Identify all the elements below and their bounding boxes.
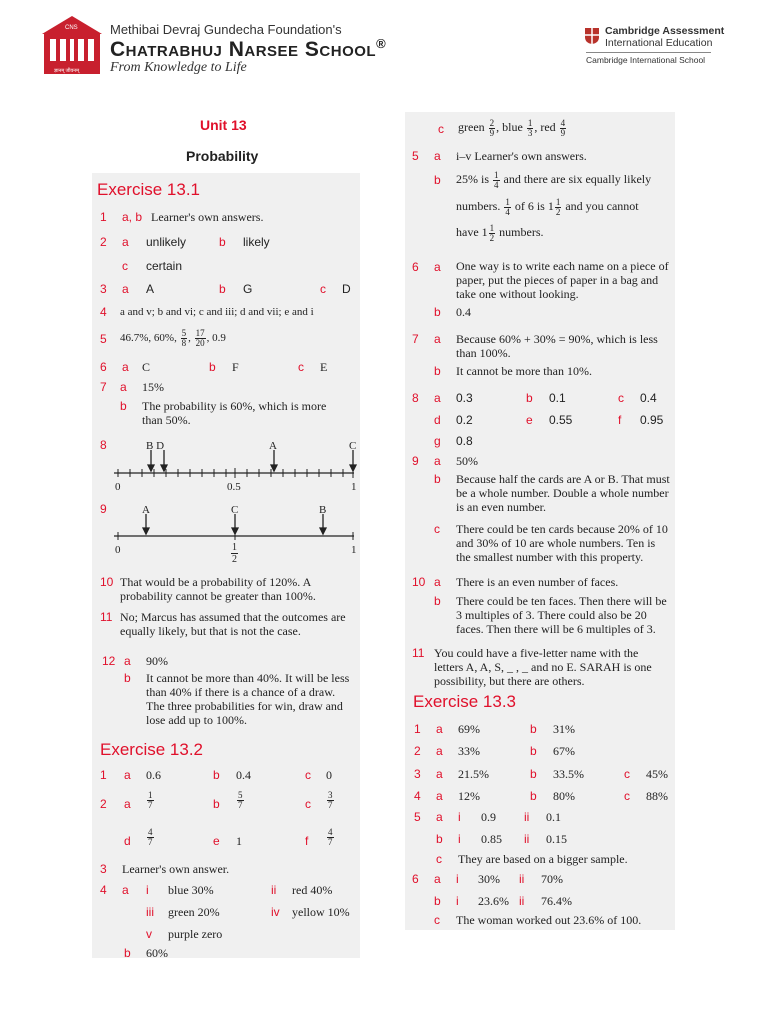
r-q8c-label: c xyxy=(618,391,624,405)
q5-values: 46.7%, 60%, xyxy=(120,332,177,344)
ex3-q3-label: 3 xyxy=(414,767,421,781)
ex3-q5a-label: a xyxy=(436,810,443,824)
ex3-q1a-answer: 69% xyxy=(458,722,480,736)
ex2-q4a-iii-answer: green 20% xyxy=(168,905,220,919)
ex2-q2f-frac: $\frac{4}{7}$ xyxy=(328,827,333,847)
cambridge-line-2: International Education xyxy=(605,37,713,49)
ex3-q6-label: 6 xyxy=(412,872,419,886)
arrows-9 xyxy=(143,514,326,534)
ex3-q5a-ii-answer: 0.1 xyxy=(546,810,561,824)
q1-label: 1 xyxy=(100,210,107,224)
q7b-answer: The probability is 60%, which is more than 50%. xyxy=(142,399,327,427)
ex2-q2b-label: b xyxy=(213,797,220,811)
r-q8a-answer: 0.3 xyxy=(456,391,473,405)
r-q4c-green: green xyxy=(458,120,485,134)
r-q10b-label: b xyxy=(434,594,441,608)
q3b-label: b xyxy=(219,282,226,296)
r-q8f-answer: 0.95 xyxy=(640,413,664,427)
ex3-q6a-i-answer: 30% xyxy=(478,872,500,886)
exercise-13-2-heading: Exercise 13.2 xyxy=(100,740,203,759)
nl8-tick-1: 1 xyxy=(351,481,357,493)
ex2-q3-label: 3 xyxy=(100,862,107,876)
ex3-q6a-label: a xyxy=(434,872,441,886)
r-q8g-answer: 0.8 xyxy=(456,434,473,448)
r-q9b-label: b xyxy=(434,472,441,486)
r-q8e-answer: 0.55 xyxy=(549,413,573,427)
r-q10-label: 10 xyxy=(412,575,426,589)
exercise-13-1-heading: Exercise 13.1 xyxy=(97,180,200,199)
ex3-q3a-answer: 21.5% xyxy=(458,767,489,781)
q9-label: 9 xyxy=(100,502,107,516)
r-q5a-label: a xyxy=(434,149,441,163)
q11-label: 11 xyxy=(100,610,113,624)
q6-label: 6 xyxy=(100,360,107,374)
q3b-answer: G xyxy=(243,282,253,296)
ex3-q6b-i-answer: 23.6% xyxy=(478,894,509,908)
r-q6-label: 6 xyxy=(412,260,419,274)
ex2-q1-label: 1 xyxy=(100,768,107,782)
r-q5b-t6: have 1 xyxy=(456,225,488,239)
r-q9a-answer: 50% xyxy=(456,454,478,468)
ex3-q6c-answer: The woman worked out 23.6% of 100. xyxy=(456,913,642,927)
r-q5-label: 5 xyxy=(412,149,419,163)
ex2-q4a-iv-label: iv xyxy=(271,905,280,919)
q4-answer: a and v; b and vi; c and iii; d and vii; e and i xyxy=(120,306,314,318)
ex3-q5b-label: b xyxy=(436,832,443,846)
ex3-q2b-label: b xyxy=(530,744,537,758)
ex3-q6c-label: c xyxy=(434,913,440,927)
ex2-q2d-frac: $\frac{4}{7}$ xyxy=(148,827,153,847)
ex3-q2a-label: a xyxy=(436,744,443,758)
q6a-answer: C xyxy=(142,360,151,374)
q5-end: , 0.9 xyxy=(206,332,226,344)
ex3-q5a-i-answer: 0.9 xyxy=(481,810,496,824)
ex2-q1a-label: a xyxy=(124,768,131,782)
r-q10b-answer: There could be ten faces. Then there will be 3 multiples of 3. There could also be 20 faces. Then there will be 6 multiples of 3. xyxy=(456,594,667,636)
nl8-label-c: C xyxy=(349,440,357,452)
r-q7-label: 7 xyxy=(412,332,419,346)
r-q5b-t3: numbers. xyxy=(456,199,501,213)
q2c-answer: certain xyxy=(146,259,183,273)
ex2-q1c-label: c xyxy=(305,768,311,782)
r-q10a-label: a xyxy=(434,575,441,589)
q7b-label: b xyxy=(120,399,127,413)
tagline: From Knowledge to Life xyxy=(110,60,247,75)
ex2-q3-answer: Learner's own answer. xyxy=(122,862,230,876)
ex2-q4a-v-answer: purple zero xyxy=(168,927,223,941)
q2b-answer: likely xyxy=(243,235,270,249)
exercise-13-3-heading: Exercise 13.3 xyxy=(413,692,516,711)
r-q5b-frac-quarter: $\frac{1}{4}$ xyxy=(494,169,499,190)
r-q9b-answer: Because half the cards are A or B. That must be a whole number. Double a whole number is an even number. xyxy=(456,472,670,514)
q3c-answer: D xyxy=(342,282,351,296)
q12a-label: a xyxy=(124,654,131,668)
q3a-answer: A xyxy=(146,282,155,296)
r-q9-label: 9 xyxy=(412,454,419,468)
ex3-q4c-label: c xyxy=(624,789,630,803)
q5-frac-five-eighths: $\frac{5}{8}$ xyxy=(181,327,187,348)
ex3-q6b-i-label: i xyxy=(456,894,459,908)
ex3-q2b-answer: 67% xyxy=(553,744,575,758)
ex2-q1a-answer: 0.6 xyxy=(146,768,161,782)
ex2-q4a-iii-label: iii xyxy=(146,905,154,919)
q3a-label: a xyxy=(122,282,129,296)
r-q6a-label: a xyxy=(434,260,441,274)
q10-answer: That would be a probability of 120%. A probability cannot be greater than 100%. xyxy=(120,575,316,603)
r-q5b-line3 xyxy=(456,220,543,244)
r-q9c-answer: There could be ten cards because 20% of 10 and 30% of 10 are whole numbers. Ten is the smallest number with this property. xyxy=(456,522,668,564)
r-q5b-line1 xyxy=(456,167,651,191)
nl9-half-den: 2 xyxy=(232,554,237,565)
r-q8g-label: g xyxy=(434,434,441,448)
ex3-q4b-label: b xyxy=(530,789,537,803)
ex3-q3c-label: c xyxy=(624,767,630,781)
ex2-q4a-i-label: i xyxy=(146,883,149,897)
ex2-q2c-frac: $\frac{3}{7}$ xyxy=(328,790,333,810)
ex2-q2e-label: e xyxy=(213,834,220,848)
r-q11-answer: You could have a five-letter name with the letters A, A, S, _ , _ and no E. SARAH is one possibility, but there are others. xyxy=(434,646,652,688)
ex2-q1c-answer: 0 xyxy=(326,768,332,782)
q2c-label: c xyxy=(122,259,128,273)
ex3-q5b-i-answer: 0.85 xyxy=(481,832,502,846)
ex3-q4a-label: a xyxy=(436,789,443,803)
q7a-label: a xyxy=(120,380,127,394)
ex2-q2-label: 2 xyxy=(100,797,107,811)
r-q8f-label: f xyxy=(618,413,622,427)
ex3-q2-label: 2 xyxy=(414,744,421,758)
nl9-half-num: 1 xyxy=(232,542,237,553)
q7a-answer: 15% xyxy=(142,380,164,394)
r-q5a-answer: i–v Learner's own answers. xyxy=(456,149,587,163)
logo-text: CNS xyxy=(65,25,78,31)
r-q8d-label: d xyxy=(434,413,441,427)
ex3-q5-label: 5 xyxy=(414,810,421,824)
r-q8a-label: a xyxy=(434,391,441,405)
ex2-q4a-ii-label: ii xyxy=(271,883,277,897)
r-q8e-label: e xyxy=(526,413,533,427)
ex3-q6b-ii-answer: 76.4% xyxy=(541,894,572,908)
r-q11-label: 11 xyxy=(412,646,425,660)
ex3-q5c-answer: They are based on a bigger sample. xyxy=(458,852,628,866)
r-q5b-frac-half: $\frac{1}{2}$ xyxy=(555,196,561,217)
r-q4c-frac-green: $\frac{2}{9}$ xyxy=(489,117,495,138)
ex2-q2e-answer: 1 xyxy=(236,834,242,848)
r-q8b-answer: 0.1 xyxy=(549,391,566,405)
nl9-tick-half xyxy=(230,542,239,565)
ex2-q4-label: 4 xyxy=(100,883,107,897)
ex3-q3a-label: a xyxy=(436,767,443,781)
r-q7a-answer: Because 60% + 30% = 90%, which is less than 100%. xyxy=(456,332,658,360)
q12b-label: b xyxy=(124,671,131,685)
r-q7a-label: a xyxy=(434,332,441,346)
q5-frac-seventeen-twentieths: $\frac{17}{20}$ xyxy=(195,327,205,348)
ex3-q1b-label: b xyxy=(530,722,537,736)
r-q5b-line2 xyxy=(456,194,639,218)
nl9-tick-1: 1 xyxy=(351,544,357,556)
r-q5b-frac-quarter-2: $\frac{1}{4}$ xyxy=(505,196,510,217)
ex3-q5b-i-label: i xyxy=(458,832,461,846)
ex2-q2a-frac: $\frac{1}{7}$ xyxy=(148,790,153,810)
r-q5b-label: b xyxy=(434,173,441,187)
ex3-q4c-answer: 88% xyxy=(646,789,668,803)
ex2-q2a-label: a xyxy=(124,797,131,811)
foundation-name: Methibai Devraj Gundecha Foundation's xyxy=(110,22,342,37)
ex2-q1b-answer: 0.4 xyxy=(236,768,251,782)
r-q5b-t5: and you cannot xyxy=(565,199,639,213)
q4-label: 4 xyxy=(100,305,107,319)
ex3-q6a-ii-label: ii xyxy=(519,872,525,886)
q12b-answer: It cannot be more than 40%. It will be less than 40% if there is a chance of a draw. The three probabilities for win, draw and lose add up to 100%. xyxy=(146,671,350,727)
nl8-tick-0: 0 xyxy=(115,481,121,493)
q8-label: 8 xyxy=(100,438,107,452)
nl8-tick-half: 0.5 xyxy=(227,481,241,493)
r-q4c-blue: , blue xyxy=(496,120,523,134)
q3-label: 3 xyxy=(100,282,107,296)
ex2-q4b-answer: 60% xyxy=(146,946,168,960)
ex3-q6a-ii-answer: 70% xyxy=(541,872,563,886)
q11-answer: No; Marcus has assumed that the outcomes are equally likely, but that is not the case. xyxy=(120,610,346,638)
r-q5b-frac-half-2: $\frac{1}{2}$ xyxy=(489,222,495,243)
r-q9a-label: a xyxy=(434,454,441,468)
q6c-answer: E xyxy=(320,360,328,374)
ex3-q3b-label: b xyxy=(530,767,537,781)
q1-parts: a, b xyxy=(122,210,143,224)
cambridge-line-1: Cambridge Assessment xyxy=(605,25,725,37)
ex3-q1a-label: a xyxy=(436,722,443,736)
ex2-q2f-label: f xyxy=(305,834,309,848)
ex2-q1b-label: b xyxy=(213,768,220,782)
ex2-q4a-i-answer: blue 30% xyxy=(168,883,214,897)
cambridge-shield-icon xyxy=(584,27,600,45)
q6a-label: a xyxy=(122,360,129,374)
ex2-q4a-ii-answer: red 40% xyxy=(292,883,333,897)
ex2-q4a-label: a xyxy=(122,883,129,897)
nl9-tick-0: 0 xyxy=(115,544,121,556)
ex3-q6b-label: b xyxy=(434,894,441,908)
q6b-label: b xyxy=(209,360,216,374)
nl8-label-bd: B D xyxy=(146,440,165,452)
ex2-q2c-label: c xyxy=(305,797,311,811)
ex3-q5a-i-label: i xyxy=(458,810,461,824)
ex3-q4-label: 4 xyxy=(414,789,421,803)
q2b-label: b xyxy=(219,235,226,249)
r-q4c-label: c xyxy=(438,122,444,136)
r-q8c-answer: 0.4 xyxy=(640,391,657,405)
nl9-label-a: A xyxy=(142,504,150,516)
r-q4c-frac-blue: $\frac{1}{3}$ xyxy=(527,117,533,138)
r-q5b-t4: of 6 is 1 xyxy=(514,199,554,213)
r-q7b-answer: It cannot be more than 10%. xyxy=(456,364,592,378)
q2a-label: a xyxy=(122,235,129,249)
nl8-label-a: A xyxy=(269,440,277,452)
nl9-label-c: C xyxy=(231,504,239,516)
unit-title: Unit 13 xyxy=(200,117,247,133)
q12-label: 12 xyxy=(102,654,116,668)
ex2-q2d-label: d xyxy=(124,834,131,848)
q12a-answer: 90% xyxy=(146,654,168,668)
r-q5b-t7: numbers. xyxy=(499,225,544,239)
ex3-q6a-i-label: i xyxy=(456,872,459,886)
r-q4c-answer xyxy=(458,115,567,139)
registered-mark: ® xyxy=(376,36,387,51)
arrow-bd xyxy=(148,450,356,471)
r-q4c-red: , red xyxy=(534,120,556,134)
ex3-q2a-answer: 33% xyxy=(458,744,480,758)
r-q6a-answer: One way is to write each name on a piece of paper, put the pieces of paper in a bag and take one without looking. xyxy=(456,259,669,301)
logo-subtext: ज्ञानम् जीवनम् xyxy=(54,69,80,74)
ex3-q5a-ii-label: ii xyxy=(524,810,530,824)
nl9-label-b: B xyxy=(319,504,327,516)
q3c-label: c xyxy=(320,282,326,296)
ex3-q4a-answer: 12% xyxy=(458,789,480,803)
q10-label: 10 xyxy=(100,575,114,589)
ex3-q1b-answer: 31% xyxy=(553,722,575,736)
ex2-q4a-iv-answer: yellow 10% xyxy=(292,905,350,919)
topic-title: Probability xyxy=(186,148,259,164)
r-q7b-label: b xyxy=(434,364,441,378)
q5-answer: 46.7%, 60%, $\frac{5}{8}$ , $\frac{17}{20}$ , 0.9 xyxy=(120,327,226,348)
r-q5b-t2: and there are six equally likely xyxy=(503,172,652,186)
ex3-q3c-answer: 45% xyxy=(646,767,668,781)
q6c-label: c xyxy=(298,360,304,374)
q6b-answer: F xyxy=(232,360,239,374)
ex3-q5b-ii-label: ii xyxy=(524,832,530,846)
q5-label: 5 xyxy=(100,332,107,346)
r-q8-label: 8 xyxy=(412,391,419,405)
cambridge-line-3: Cambridge International School xyxy=(586,55,706,65)
r-q6b-label: b xyxy=(434,305,441,319)
ex3-q3b-answer: 33.5% xyxy=(553,767,584,781)
r-q5b-t1: 25% is xyxy=(456,172,489,186)
r-q6b-answer: 0.4 xyxy=(456,305,471,319)
ex2-q4b-label: b xyxy=(124,946,131,960)
ex2-q2b-frac: $\frac{5}{7}$ xyxy=(238,790,243,810)
q2a-answer: unlikely xyxy=(146,235,187,249)
cambridge-rule xyxy=(586,52,711,53)
q7-label: 7 xyxy=(100,380,107,394)
ex3-q6b-ii-label: ii xyxy=(519,894,525,908)
school-name-text: Chatrabhuj Narsee School xyxy=(110,38,377,61)
ex3-q1-label: 1 xyxy=(414,722,421,736)
r-q4c-frac-red: $\frac{4}{9}$ xyxy=(560,117,566,138)
ex3-q5b-ii-answer: 0.15 xyxy=(546,832,567,846)
school-logo xyxy=(40,14,104,76)
q2-label: 2 xyxy=(100,235,107,249)
school-name xyxy=(110,36,386,62)
r-q8b-label: b xyxy=(526,391,533,405)
ex2-q4a-v-label: v xyxy=(146,927,152,941)
r-q9c-label: c xyxy=(434,522,440,536)
r-q10a-answer: There is an even number of faces. xyxy=(456,575,619,589)
ex3-q5c-label: c xyxy=(436,852,442,866)
r-q8d-answer: 0.2 xyxy=(456,413,473,427)
ex3-q4b-answer: 80% xyxy=(553,789,575,803)
q1-answer: Learner's own answers. xyxy=(151,210,264,224)
